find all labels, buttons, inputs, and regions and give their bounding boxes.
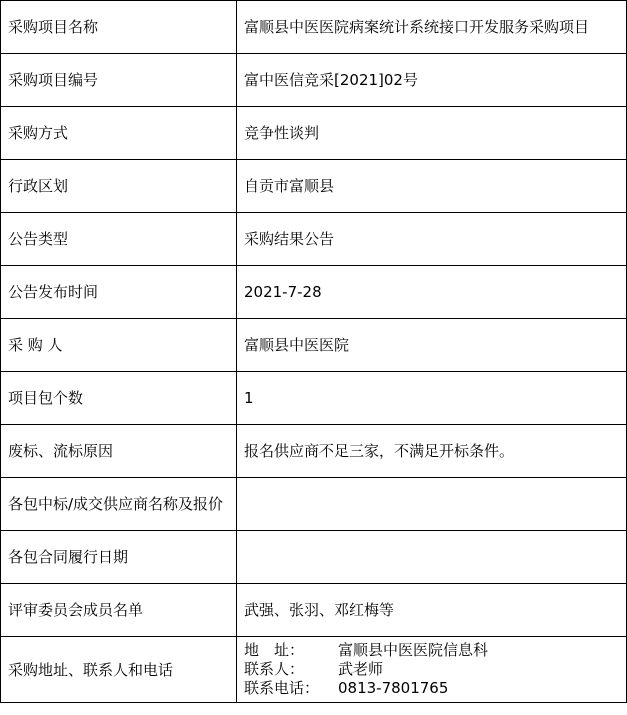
contact-person-value: 武老师 <box>338 660 384 678</box>
contact-person-line <box>244 660 619 679</box>
row-notice-type <box>1 213 627 266</box>
value-project-number: 富中医信竞采[2021]02号 <box>237 54 627 107</box>
label-contract-date: 各包合同履行日期 <box>1 531 237 584</box>
label-notice-type: 公告类型 <box>1 213 237 266</box>
row-failure-reason <box>1 425 627 478</box>
label-contact: 采购地址、联系人和电话 <box>1 637 237 703</box>
value-purchaser: 富顺县中医医院 <box>237 319 627 372</box>
value-contract-date <box>237 531 627 584</box>
label-failure-reason: 废标、流标原因 <box>1 425 237 478</box>
row-publish-time <box>1 266 627 319</box>
label-project-name: 采购项目名称 <box>1 1 237 54</box>
contact-address-line <box>244 641 619 660</box>
row-committee <box>1 584 627 637</box>
row-contact <box>1 637 627 703</box>
row-contract-date <box>1 531 627 584</box>
row-procurement-method <box>1 107 627 160</box>
value-publish-time: 2021-7-28 <box>237 266 627 319</box>
value-contact <box>237 637 627 703</box>
row-winning-supplier <box>1 478 627 531</box>
contact-person-label: 联系人： <box>244 660 305 678</box>
label-package-count: 项目包个数 <box>1 372 237 425</box>
contact-phone-value: 0813-7801765 <box>338 679 449 697</box>
row-purchaser <box>1 319 627 372</box>
row-region <box>1 160 627 213</box>
label-publish-time: 公告发布时间 <box>1 266 237 319</box>
label-region: 行政区划 <box>1 160 237 213</box>
value-winning-supplier <box>237 478 627 531</box>
row-project-name <box>1 1 627 54</box>
label-procurement-method: 采购方式 <box>1 107 237 160</box>
label-winning-supplier: 各包中标/成交供应商名称及报价 <box>1 478 237 531</box>
contact-address-value: 富顺县中医医院信息科 <box>338 641 489 659</box>
value-committee: 武强、张羽、邓红梅等 <box>237 584 627 637</box>
contact-address-label: 地 址： <box>244 641 305 659</box>
label-committee: 评审委员会成员名单 <box>1 584 237 637</box>
value-failure-reason: 报名供应商不足三家，不满足开标条件。 <box>237 425 627 478</box>
contact-phone-label: 联系电话： <box>244 679 320 697</box>
label-project-number: 采购项目编号 <box>1 54 237 107</box>
label-purchaser: 采 购 人 <box>1 319 237 372</box>
value-project-name: 富顺县中医医院病案统计系统接口开发服务采购项目 <box>237 1 627 54</box>
value-region: 自贡市富顺县 <box>237 160 627 213</box>
value-package-count: 1 <box>237 372 627 425</box>
row-package-count <box>1 372 627 425</box>
value-procurement-method: 竞争性谈判 <box>237 107 627 160</box>
value-notice-type: 采购结果公告 <box>237 213 627 266</box>
contact-phone-line <box>244 679 619 698</box>
row-project-number <box>1 54 627 107</box>
